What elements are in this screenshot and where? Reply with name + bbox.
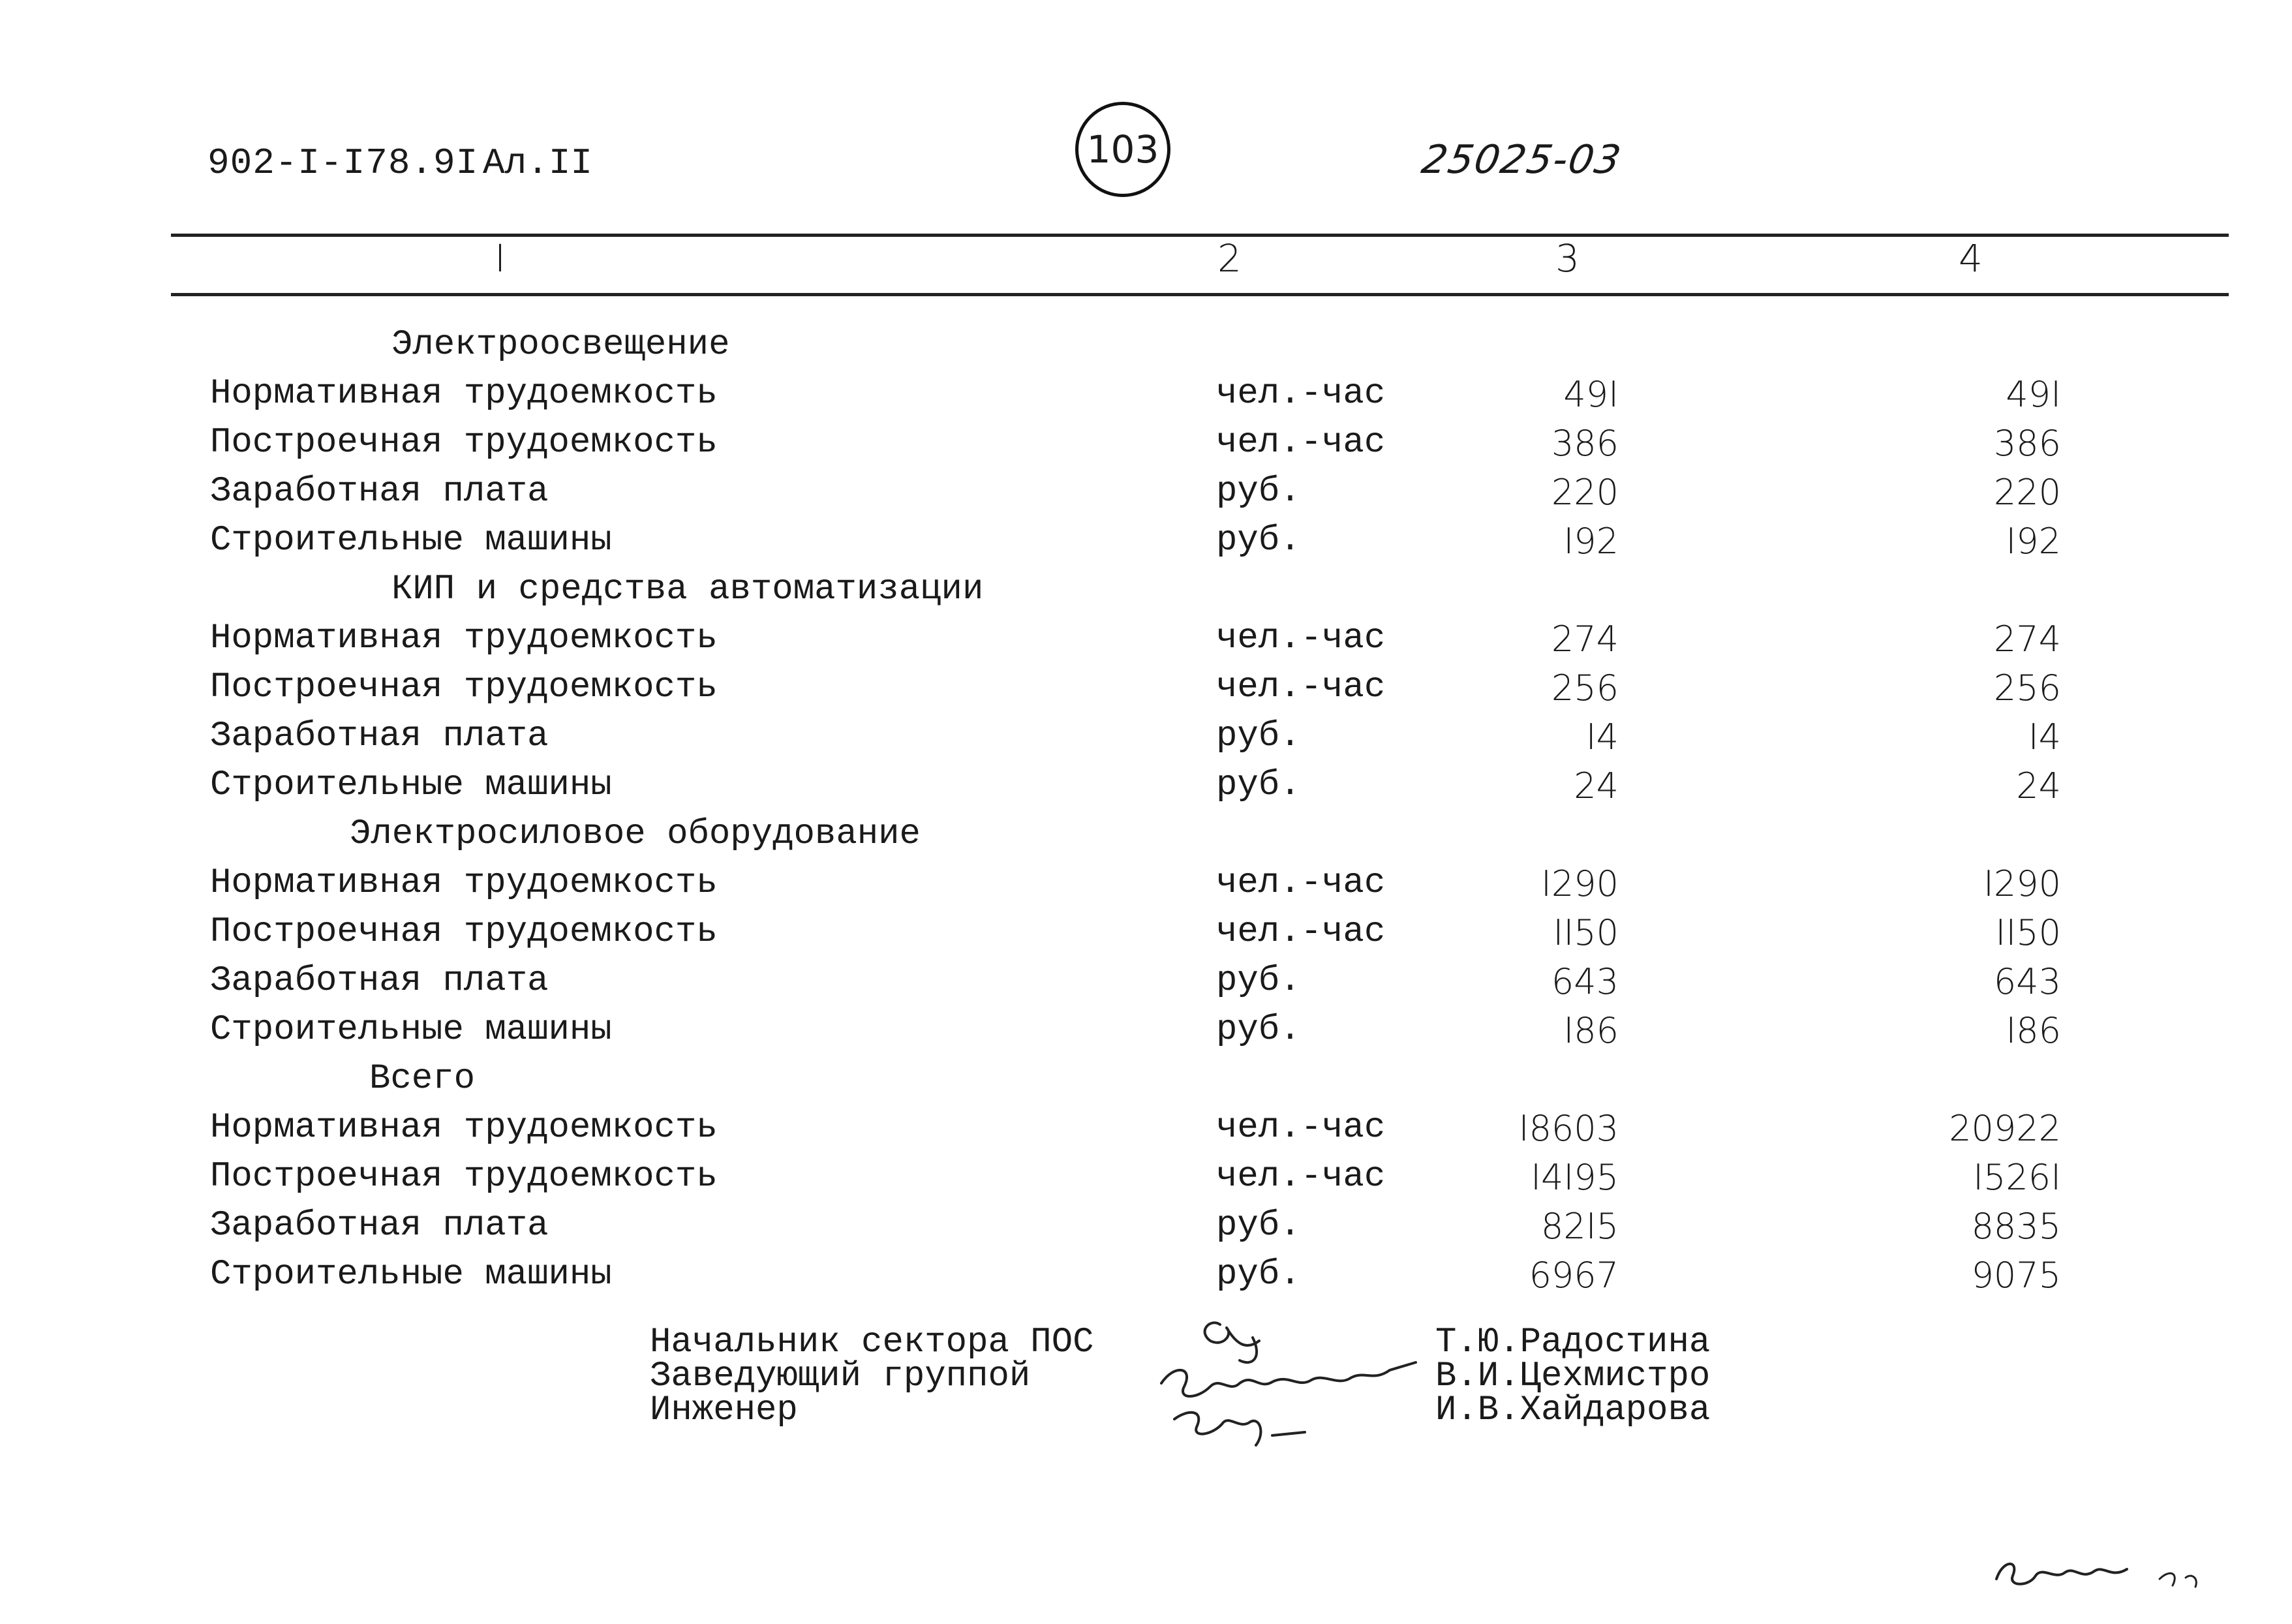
- row-value-col4: I4: [2028, 716, 2061, 758]
- row-value-col3: 274: [1551, 619, 1619, 660]
- page-number: 103: [1086, 127, 1159, 172]
- corner-handwritten-mark: [1983, 1540, 2231, 1605]
- row-name: Строительные машины: [210, 765, 612, 805]
- signature-name-engineer: И.В.Хайдарова: [1435, 1390, 1711, 1430]
- row-value-col4: I86: [2006, 1010, 2061, 1051]
- document-code: 902-I-I78.9I: [207, 142, 479, 184]
- row-name: Нормативная трудоемкость: [210, 374, 718, 414]
- table-row: [0, 472, 2292, 521]
- row-value-col4: I92: [2006, 521, 2061, 562]
- row-unit: руб.: [1216, 1010, 1301, 1050]
- column-header-4: 4: [1959, 236, 1983, 281]
- table-row: [0, 1255, 2292, 1304]
- section-title-lighting: Электроосвещение: [391, 325, 730, 365]
- row-unit: чел.-час: [1216, 619, 1386, 658]
- row-name: Заработная плата: [210, 1206, 549, 1246]
- section-title-total: Всего: [369, 1059, 476, 1099]
- row-value-col3: I4I95: [1531, 1157, 1619, 1198]
- row-value-col3: 6967: [1529, 1255, 1619, 1296]
- row-value-col3: 24: [1574, 765, 1619, 806]
- table-row: [0, 716, 2292, 765]
- row-name: Нормативная трудоемкость: [210, 863, 718, 903]
- section-title-power-equipment: Электросиловое оборудование: [350, 814, 921, 854]
- row-value-col4: 9075: [1971, 1255, 2061, 1296]
- archive-number: 25025-03: [1418, 137, 1626, 183]
- signature-name-head: Т.Ю.Радостина: [1435, 1323, 1711, 1362]
- row-name: Строительные машины: [210, 521, 612, 560]
- row-name: Строительные машины: [210, 1255, 612, 1295]
- table-top-rule: [171, 234, 2229, 237]
- row-value-col3: 386: [1551, 423, 1619, 464]
- row-name: Построечная трудоемкость: [210, 1157, 718, 1197]
- row-unit: руб.: [1216, 1255, 1301, 1295]
- row-value-col3: I8603: [1518, 1108, 1619, 1149]
- row-value-col4: 256: [1993, 667, 2061, 709]
- table-row: [0, 521, 2292, 570]
- row-value-col3: I4: [1585, 716, 1619, 758]
- row-value-col4: I290: [1983, 863, 2061, 904]
- table-row: [0, 1108, 2292, 1157]
- row-value-col3: 643: [1551, 961, 1619, 1002]
- row-value-col4: 386: [1993, 423, 2061, 464]
- table-row: [0, 1206, 2292, 1255]
- row-value-col4: I526I: [1973, 1157, 2061, 1198]
- table-row: [0, 912, 2292, 961]
- row-value-col3: I86: [1563, 1010, 1619, 1051]
- row-unit: руб.: [1216, 1206, 1301, 1246]
- row-name: Заработная плата: [210, 961, 549, 1001]
- row-name: Заработная плата: [210, 716, 549, 756]
- row-unit: руб.: [1216, 765, 1301, 805]
- row-name: Построечная трудоемкость: [210, 423, 718, 463]
- row-value-col4: 49I: [2006, 374, 2061, 415]
- row-unit: руб.: [1216, 521, 1301, 560]
- row-value-col4: 20922: [1949, 1108, 2061, 1149]
- table-row: [0, 1157, 2292, 1206]
- row-value-col4: 643: [1993, 961, 2061, 1002]
- row-unit: чел.-час: [1216, 1108, 1386, 1148]
- table-row: [0, 619, 2292, 667]
- column-header-2: 2: [1217, 236, 1242, 281]
- table-row: [0, 1010, 2292, 1059]
- row-value-col3: 220: [1551, 472, 1619, 513]
- row-unit: чел.-час: [1216, 863, 1386, 903]
- row-value-col3: 82I5: [1541, 1206, 1619, 1247]
- row-unit: чел.-час: [1216, 667, 1386, 707]
- row-value-col4: 220: [1993, 472, 2061, 513]
- row-unit: чел.-час: [1216, 374, 1386, 414]
- table-row: [0, 374, 2292, 423]
- column-header-3: 3: [1555, 236, 1580, 281]
- row-value-col3: I290: [1541, 863, 1619, 904]
- row-unit: чел.-час: [1216, 912, 1386, 952]
- section-title-instrumentation: КИП и средства автоматизации: [391, 570, 984, 609]
- row-name: Построечная трудоемкость: [210, 667, 718, 707]
- signature-role-group-lead: Заведующий группой: [650, 1356, 1031, 1396]
- row-value-col4: II50: [1995, 912, 2061, 953]
- table-header-rule: [171, 293, 2229, 296]
- row-name: Заработная плата: [210, 472, 549, 512]
- row-value-col4: 8835: [1971, 1206, 2061, 1247]
- table-row: [0, 667, 2292, 716]
- row-value-col4: 274: [1993, 619, 2061, 660]
- row-unit: чел.-час: [1216, 1157, 1386, 1197]
- row-unit: чел.-час: [1216, 423, 1386, 463]
- column-header-1: I: [495, 236, 506, 281]
- signature-role-head: Начальник сектора ПОС: [650, 1323, 1094, 1362]
- row-unit: руб.: [1216, 716, 1301, 756]
- row-value-col3: 256: [1551, 667, 1619, 709]
- signature-role-engineer: Инженер: [650, 1390, 798, 1430]
- table-row: [0, 423, 2292, 472]
- row-value-col3: 49I: [1563, 374, 1619, 415]
- table-row: [0, 863, 2292, 912]
- page-number-circle: [1075, 102, 1170, 197]
- row-name: Строительные машины: [210, 1010, 612, 1050]
- row-value-col3: I92: [1563, 521, 1619, 562]
- sheet-code: Ал.II: [483, 142, 593, 184]
- table-row: [0, 961, 2292, 1010]
- row-unit: руб.: [1216, 961, 1301, 1001]
- row-unit: руб.: [1216, 472, 1301, 512]
- row-value-col3: II50: [1553, 912, 1619, 953]
- row-name: Нормативная трудоемкость: [210, 619, 718, 658]
- row-name: Построечная трудоемкость: [210, 912, 718, 952]
- handwritten-signatures: [1148, 1305, 1422, 1455]
- row-value-col4: 24: [2016, 765, 2061, 806]
- signature-name-group-lead: В.И.Цехмистро: [1435, 1356, 1711, 1396]
- table-row: [0, 765, 2292, 814]
- row-name: Нормативная трудоемкость: [210, 1108, 718, 1148]
